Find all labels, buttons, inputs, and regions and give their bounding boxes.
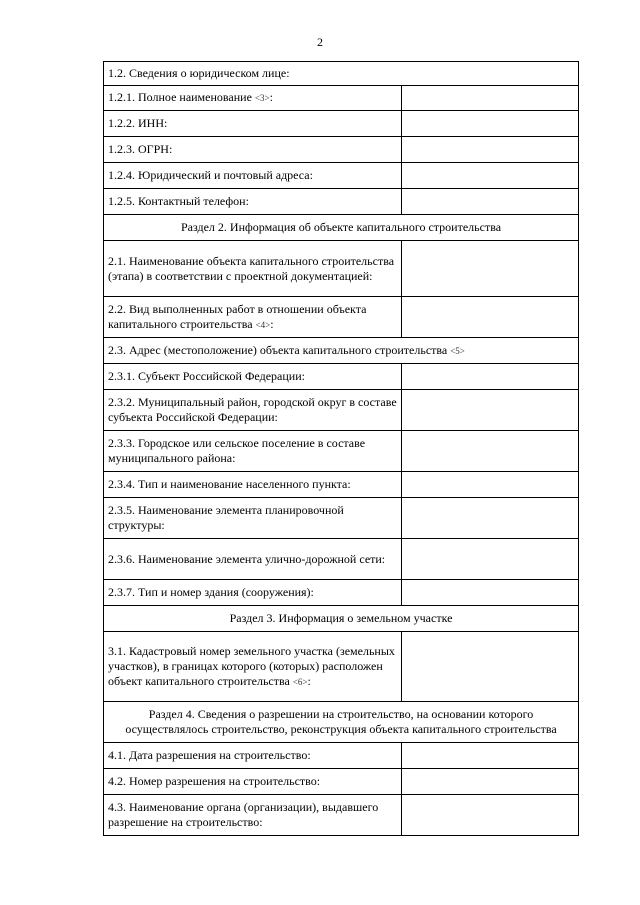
row-label-text: 2.3.6. Наименование элемента улично-дорожной сети: bbox=[108, 551, 386, 566]
row-label-text: 2.3.5. Наименование элемента планировочной структуры: bbox=[108, 503, 344, 532]
form-row bbox=[104, 390, 579, 431]
field-label bbox=[104, 539, 402, 580]
row-label-text: Раздел 3. Информация о земельном участке bbox=[229, 611, 453, 625]
form-row bbox=[104, 364, 579, 390]
form-row bbox=[104, 539, 579, 580]
form-row bbox=[104, 215, 579, 241]
row-label-text: 3.1. Кадастровый номер земельного участка (земельных участков), в границах которого (которых) расположен объект капитального строительства bbox=[108, 643, 395, 688]
field-value-cell[interactable] bbox=[402, 539, 579, 580]
row-label-text: 2.3.7. Тип и номер здания (сооружения): bbox=[108, 585, 314, 599]
field-label bbox=[104, 163, 402, 189]
field-value-cell[interactable] bbox=[402, 743, 579, 769]
form-row bbox=[104, 702, 579, 743]
form-body bbox=[104, 62, 579, 836]
form-row bbox=[104, 297, 579, 338]
field-label bbox=[104, 189, 402, 215]
form-row bbox=[104, 338, 579, 364]
form-row bbox=[104, 137, 579, 163]
field-value-cell[interactable] bbox=[402, 431, 579, 472]
row-label-text: 1.2.3. ОГРН: bbox=[108, 142, 173, 156]
row-label-text: 2.3. Адрес (местоположение) объекта капитального строительства bbox=[108, 342, 448, 357]
page-number: 2 bbox=[317, 35, 323, 49]
field-value-cell[interactable] bbox=[402, 137, 579, 163]
form-row bbox=[104, 498, 579, 539]
form-row bbox=[104, 62, 579, 86]
row-label-text: 2.3.2. Муниципальный район, городской округ в составе субъекта Российской Федерации: bbox=[108, 395, 397, 424]
field-value-cell[interactable] bbox=[402, 297, 579, 338]
field-label bbox=[104, 297, 402, 338]
form-row bbox=[104, 580, 579, 606]
field-label bbox=[104, 86, 402, 111]
label-suffix: : bbox=[270, 316, 274, 331]
row-label-text: 1.2. Сведения о юридическом лице: bbox=[108, 66, 290, 80]
row-label-text: 1.2.2. ИНН: bbox=[108, 116, 168, 130]
form-row bbox=[104, 241, 579, 297]
footnote-reference: <3> bbox=[254, 93, 270, 103]
field-value-cell[interactable] bbox=[402, 769, 579, 795]
field-label bbox=[104, 580, 402, 606]
row-label-text: 2.3.1. Субъект Российской Федерации: bbox=[108, 369, 305, 383]
field-value-cell[interactable] bbox=[402, 632, 579, 702]
row-label-text: 4.3. Наименование органа (организации), выдавшего разрешение на строительство: bbox=[108, 800, 379, 829]
field-label bbox=[104, 111, 402, 137]
form-row bbox=[104, 606, 579, 632]
footnote-reference: <4> bbox=[255, 319, 271, 330]
field-label bbox=[104, 795, 402, 836]
form-row bbox=[104, 769, 579, 795]
form-row bbox=[104, 111, 579, 137]
label-suffix: : bbox=[269, 90, 273, 104]
row-label-text: 1.2.5. Контактный телефон: bbox=[108, 194, 249, 208]
field-value-cell[interactable] bbox=[402, 163, 579, 189]
row-label-text: 2.1. Наименование объекта капитального строительства (этапа) в соответствии с проектной документацией: bbox=[108, 253, 395, 283]
row-label-text: Раздел 4. Сведения о разрешении на строительство, на основании которого осуществлялось строительство, реконструкция объекта капитального строительства bbox=[125, 707, 557, 736]
row-label-text: 4.1. Дата разрешения на строительство: bbox=[108, 748, 311, 762]
form-row bbox=[104, 86, 579, 111]
field-value-cell[interactable] bbox=[402, 241, 579, 297]
field-label bbox=[104, 632, 402, 702]
field-label bbox=[104, 769, 402, 795]
field-value-cell[interactable] bbox=[402, 580, 579, 606]
row-label-text: 2.2. Вид выполненных работ в отношении объекта капитального строительства bbox=[108, 301, 367, 331]
field-label bbox=[104, 364, 402, 390]
footnote-reference: <6> bbox=[292, 676, 308, 687]
form-row bbox=[104, 743, 579, 769]
group-heading bbox=[104, 62, 579, 86]
field-value-cell[interactable] bbox=[402, 795, 579, 836]
field-label bbox=[104, 743, 402, 769]
row-label-text: 4.2. Номер разрешения на строительство: bbox=[108, 774, 321, 788]
label-suffix: : bbox=[307, 673, 311, 688]
field-label bbox=[104, 498, 402, 539]
section-heading bbox=[104, 215, 579, 241]
form-row bbox=[104, 795, 579, 836]
field-value-cell[interactable] bbox=[402, 390, 579, 431]
section-heading bbox=[104, 606, 579, 632]
row-label-text: 2.3.4. Тип и наименование населенного пункта: bbox=[108, 477, 351, 491]
row-label-text: 1.2.4. Юридический и почтовый адреса: bbox=[108, 168, 313, 182]
field-value-cell[interactable] bbox=[402, 189, 579, 215]
field-value-cell[interactable] bbox=[402, 472, 579, 498]
field-label bbox=[104, 137, 402, 163]
field-value-cell[interactable] bbox=[402, 498, 579, 539]
field-label bbox=[104, 241, 402, 297]
field-label bbox=[104, 472, 402, 498]
row-label-text: 1.2.1. Полное наименование bbox=[108, 90, 252, 104]
footnote-reference: <5> bbox=[450, 345, 465, 356]
field-value-cell[interactable] bbox=[402, 86, 579, 111]
form-row bbox=[104, 431, 579, 472]
form-row bbox=[104, 189, 579, 215]
form-row bbox=[104, 472, 579, 498]
row-label-text: Раздел 2. Информация об объекте капитального строительства bbox=[180, 220, 502, 234]
form-table bbox=[103, 61, 579, 836]
field-label bbox=[104, 431, 402, 472]
field-value-cell[interactable] bbox=[402, 364, 579, 390]
group-heading bbox=[104, 338, 579, 364]
field-label bbox=[104, 390, 402, 431]
section-heading bbox=[104, 702, 579, 743]
form-row bbox=[104, 163, 579, 189]
row-label-text: 2.3.3. Городское или сельское поселение в составе муниципального района: bbox=[108, 436, 366, 465]
form-row bbox=[104, 632, 579, 702]
field-value-cell[interactable] bbox=[402, 111, 579, 137]
